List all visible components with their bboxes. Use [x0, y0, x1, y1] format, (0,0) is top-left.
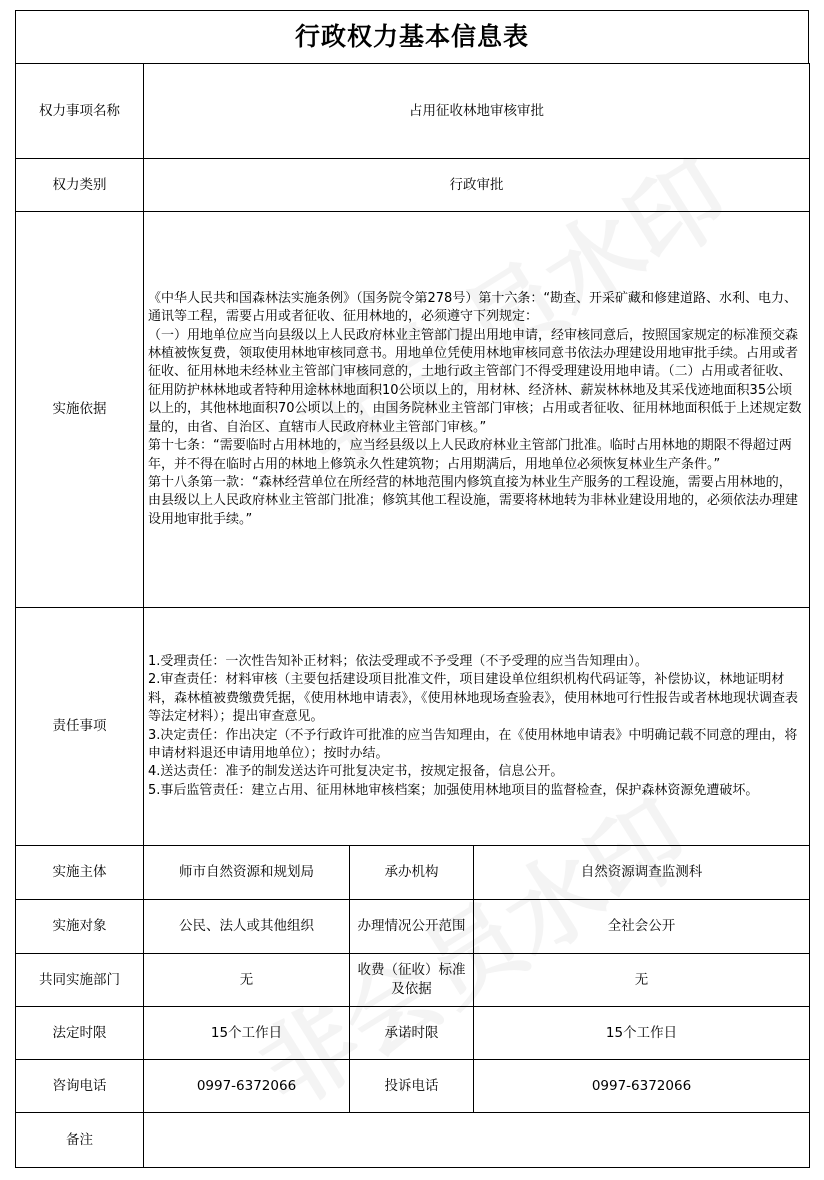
label-disclosure-scope: 办理情况公开范围 — [350, 900, 474, 954]
responsibility-item: 4.送达责任：准予的制发送达许可批复决定书，按规定报备，信息公开。 — [148, 764, 564, 780]
row-phone — [16, 1060, 810, 1113]
value-fee-standard: 无 — [474, 954, 810, 1007]
value-remark — [144, 1113, 810, 1168]
row-subject — [16, 846, 810, 900]
value-subject: 师市自然资源和规划局 — [144, 846, 350, 900]
row-basis — [16, 212, 810, 608]
label-basis: 实施依据 — [16, 212, 144, 608]
label-category: 权力类别 — [16, 159, 144, 212]
value-basis — [144, 212, 810, 608]
label-complaint-phone: 投诉电话 — [350, 1060, 474, 1113]
row-deadline — [16, 1007, 810, 1060]
value-disclosure-scope: 全社会公开 — [474, 900, 810, 954]
value-legal-deadline: 15个工作日 — [144, 1007, 350, 1060]
basis-paragraph: 第十七条：“需要临时占用林地的，应当经县级以上人民政府林业主管部门批准。临时占用林地的期限不得超过两年，并不得在临时占用的林地上修筑永久性建筑物；占用期满后，用地单位必须恢复林业生产条件。” — [148, 438, 792, 472]
row-category — [16, 159, 810, 212]
label-remark: 备注 — [16, 1113, 144, 1168]
label-target: 实施对象 — [16, 900, 144, 954]
label-responsibility: 责任事项 — [16, 608, 144, 846]
value-joint-dept: 无 — [144, 954, 350, 1007]
label-item-name: 权力事项名称 — [16, 64, 144, 159]
responsibility-item: 1.受理责任：一次性告知补正材料；依法受理或不予受理（不予受理的应当告知理由）。 — [148, 653, 648, 669]
row-responsibility — [16, 608, 810, 846]
label-subject: 实施主体 — [16, 846, 144, 900]
row-item-name — [16, 64, 810, 159]
label-legal-deadline: 法定时限 — [16, 1007, 144, 1060]
row-remark — [16, 1113, 810, 1168]
row-joint — [16, 954, 810, 1007]
basis-paragraph: 第十八条第一款：“森林经营单位在所经营的林地范围内修筑直接为林业生产服务的工程设施，需要占用林地的，由县级以上人民政府林业主管部门批准；修筑其他工程设施，需要将林地转为非林业建设用地的，必须依法办理建设用地审批手续。” — [148, 474, 799, 527]
value-handling-unit: 自然资源调查监测科 — [474, 846, 810, 900]
label-fee-standard: 收费（征收）标准及依据 — [350, 954, 474, 1007]
row-target — [16, 900, 810, 954]
value-item-name: 占用征收林地审核审批 — [144, 64, 810, 159]
value-responsibility — [144, 608, 810, 846]
info-table — [15, 63, 810, 1168]
info-sheet — [15, 10, 809, 1168]
page-title: 行政权力基本信息表 — [15, 10, 809, 63]
value-category: 行政审批 — [144, 159, 810, 212]
basis-paragraph: 《中华人民共和国森林法实施条例》（国务院令第278号）第十六条：“勘查、开采矿藏和修建道路、水利、电力、通讯等工程，需要占用或者征收、征用林地的，必须遵守下列规定： — [148, 290, 798, 325]
value-target: 公民、法人或其他组织 — [144, 900, 350, 954]
responsibility-item: 5.事后监管责任：建立占用、征用林地审核档案；加强使用林地项目的监督检查，保护森林资源免遭破坏。 — [148, 782, 759, 798]
label-consult-phone: 咨询电话 — [16, 1060, 144, 1113]
label-handling-unit: 承办机构 — [350, 846, 474, 900]
value-promised-deadline: 15个工作日 — [474, 1007, 810, 1060]
responsibility-item: 2.审查责任：材料审核（主要包括建设项目批准文件，项目建设单位组织机构代码证等，补偿协议，林地证明材料，森林植被费缴费凭据，《使用林地申请表》，《使用林地现场查验表》，使用林地可行性报告或者林地现状调查表等法定材料）；提出审查意见。 — [148, 672, 799, 725]
label-promised-deadline: 承诺时限 — [350, 1007, 474, 1060]
basis-paragraph: （一）用地单位应当向县级以上人民政府林业主管部门提出用地申请，经审核同意后，按照国家规定的标准预交森林植被恢复费，领取使用林地审核同意书。用地单位凭使用林地审核同意书依法办理建设用地审批手续。占用或者征收、征用林地未经林业主管部门审核同意的，土地行政主管部门不得受理建设用地申请。（二）占用或者征收、征用防护林林地或者特种用途林林地面积10公顷以上的，用材林、经济林、薪炭林林地及其采伐迹地面积35公顷以上的，其他林地面积70公顷以上的，由国务院林业主管部门审核；占用或者征收、征用林地面积低于上述规定数量的，由省、自治区、直辖市人民政府林业主管部门审核。” — [148, 327, 802, 435]
label-joint-dept: 共同实施部门 — [16, 954, 144, 1007]
value-complaint-phone: 0997-6372066 — [474, 1060, 810, 1113]
value-consult-phone: 0997-6372066 — [144, 1060, 350, 1113]
responsibility-item: 3.决定责任：作出决定（不予行政许可批准的应当告知理由，在《使用林地申请表》中明确记载不同意的理由，将申请材料退还申请用地单位）；按时办结。 — [148, 727, 798, 761]
